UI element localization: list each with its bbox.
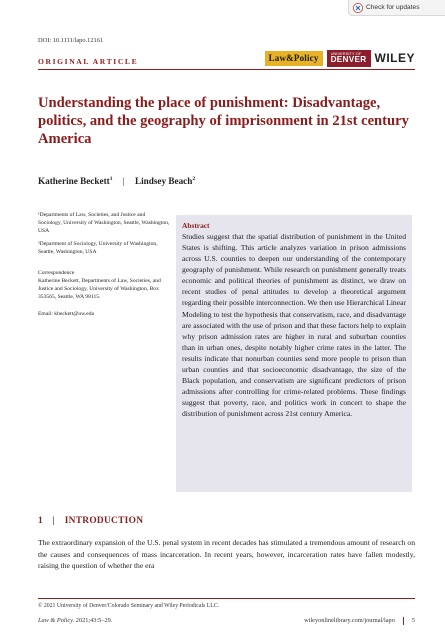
section-separator: | bbox=[52, 516, 56, 526]
crossmark-icon bbox=[353, 3, 363, 13]
journal-url[interactable]: wileyonlinelibrary.com/journal/lapo bbox=[304, 617, 395, 624]
article-title: Understanding the place of punishment: Disadvantage, politics, and the geography of imprisonment in 21st century America bbox=[38, 95, 409, 147]
abstract-text: Studies suggest that the spatial distribution of punishment in the United States is shifting. This article analyzes variation in prison admissions across U.S. counties to deepen our understanding of the contemporary geography of punishment. While research on punishment generally treats economic and political theories of punishment as distinct, we draw on recent studies of penal attitudes to develop a theoretical argument regarding their possible interconnection. We then use Hierarchical Linear Modeling to test the hypothesis that conservatism, race, and disadvantage are associated with the use of prison and that these factors help to explain why prison admission rates are higher in rural and suburban counties than in urban ones, despite notably higher crime rates in the latter. The results indicate that nonurban counties send more people to prison than urban counties and that socioeconomic disadvantage, the size of the Black population, and conservatism are significant predictors of prison admissions after controlling for crime-related problems. These findings suggest that poverty, race, and politics work in concert to shape the distribution of punishment across 21st century America. bbox=[182, 232, 406, 419]
introduction-paragraph: The extraordinary expansion of the U.S. penal system in recent decades has stimulated a tremendous amount of research on the causes and consequences of mass incarceration. In recent years, however, incarceration rates have fallen modestly, raising the question of whether the era bbox=[38, 538, 415, 571]
abstract-heading: Abstract bbox=[182, 221, 210, 230]
citation-volume: 2021;43:5–29. bbox=[75, 617, 113, 624]
author-affiliation-marker: 1 bbox=[109, 176, 113, 182]
university-logo-big-text: DENVER bbox=[330, 55, 367, 65]
author-separator: | bbox=[122, 176, 125, 187]
publisher-logos bbox=[265, 50, 415, 67]
footer-divider bbox=[403, 617, 404, 625]
check-for-updates-label: Check for updates bbox=[366, 4, 420, 11]
correspondence-email[interactable]: Email: kbeckett@uw.edu bbox=[38, 311, 95, 317]
section-number: 1 bbox=[38, 516, 43, 526]
doi[interactable]: DOI: 10.1111/lapo.12161 bbox=[38, 37, 104, 44]
author-list bbox=[38, 176, 195, 186]
article-type-label: ORIGINAL ARTICLE bbox=[38, 57, 139, 66]
author-name[interactable]: Katherine Beckett bbox=[38, 176, 110, 187]
author-name[interactable]: Lindsey Beach bbox=[134, 176, 193, 187]
footer-right bbox=[304, 617, 415, 625]
section-heading-introduction bbox=[38, 516, 143, 526]
law-policy-logo: Law&Policy bbox=[265, 51, 323, 66]
citation-journal: Law & Policy. bbox=[38, 617, 75, 624]
section-title: INTRODUCTION bbox=[64, 516, 144, 526]
wiley-logo: WILEY bbox=[374, 51, 415, 66]
correspondence-label: Correspondence bbox=[38, 270, 75, 276]
university-of-denver-logo bbox=[327, 50, 371, 67]
page-number: 5 bbox=[411, 617, 415, 624]
citation bbox=[38, 617, 112, 624]
affiliation: ¹Departments of Law, Societies, and Justice and Sociology, University of Washington, Seattle, Washington, USA bbox=[38, 212, 170, 235]
footer-rule bbox=[38, 598, 415, 599]
header-rule bbox=[38, 69, 415, 70]
abstract-box bbox=[176, 215, 412, 492]
copyright-notice: © 2021 University of Denver/Colorado Seminary and Wiley Periodicals LLC. bbox=[38, 603, 220, 609]
affiliation: ²Department of Sociology, University of Washington, Seattle, Washington, USA bbox=[38, 241, 158, 256]
author-affiliation-marker: 2 bbox=[192, 176, 196, 182]
university-logo-small-text: UNIVERSITY OF bbox=[330, 51, 362, 56]
check-for-updates-badge[interactable] bbox=[348, 0, 445, 16]
correspondence-address: Katherine Beckett, Departments of Law, Societies, and Justice and Sociology, University of Washington, Box 353565, Seattle, WA 98115. bbox=[38, 278, 161, 301]
